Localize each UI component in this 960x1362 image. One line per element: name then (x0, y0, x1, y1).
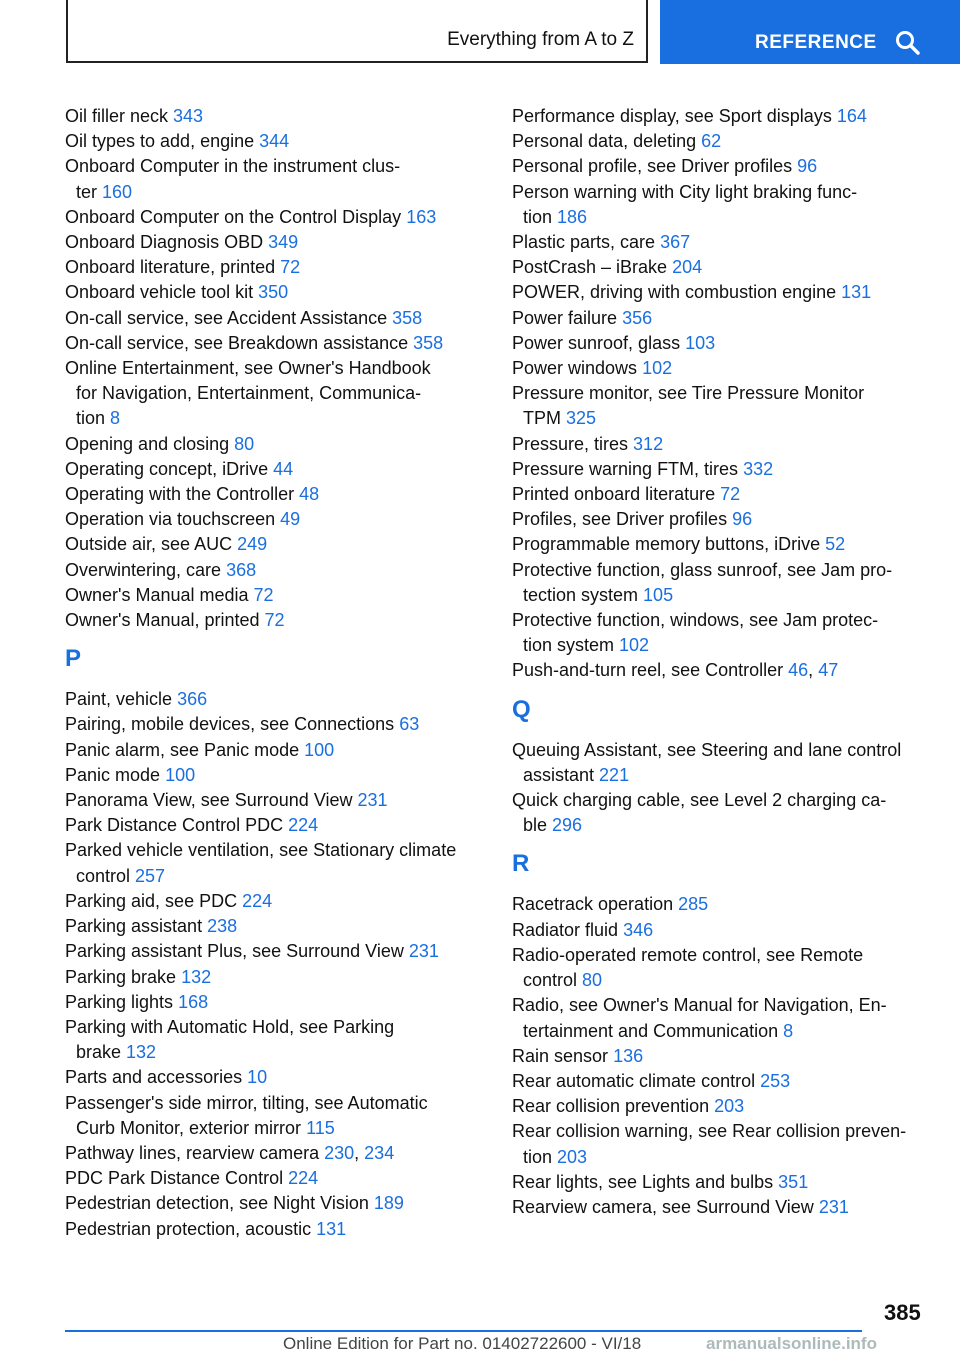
page-link[interactable]: 343 (173, 106, 204, 126)
page-link[interactable]: 132 (181, 966, 212, 987)
index-entry (512, 532, 942, 557)
page-link[interactable]: 72 (720, 484, 741, 505)
index-entry (65, 1191, 485, 1216)
page-link[interactable]: 238 (207, 916, 238, 937)
index-entry (65, 230, 485, 255)
page-link[interactable]: 349 (268, 232, 299, 253)
index-entry (65, 788, 485, 813)
entry-text: Power sunroof, glass (512, 332, 686, 353)
index-entry (65, 280, 485, 305)
page-link[interactable]: 8 (783, 1020, 794, 1041)
entry-text: tion system (523, 635, 620, 656)
entry-text: Oil filler neck (65, 106, 174, 126)
page-link[interactable]: 48 (299, 484, 320, 505)
index-entry (512, 356, 942, 381)
entry-text: Plastic parts, care (512, 232, 661, 253)
entry-text: Onboard Diagnosis OBD (65, 232, 269, 253)
page-link[interactable]: 105 (643, 584, 674, 605)
entry-text: Panic alarm, see Panic mode (65, 739, 305, 760)
page-link[interactable]: 72 (280, 257, 301, 278)
page-link[interactable]: 350 (258, 282, 289, 303)
entry-text: control (76, 865, 136, 886)
index-entry (65, 1091, 485, 1141)
entry-text: PDC Park Distance Control (65, 1168, 289, 1189)
page-link[interactable]: 102 (619, 635, 650, 656)
index-entry (512, 457, 942, 482)
entry-text: Pressure warning FTM, tires (512, 458, 744, 479)
entry-text: Owner's Manual media (65, 584, 254, 605)
entry-text: tion (76, 408, 111, 429)
index-entry (65, 965, 485, 990)
entry-text: tion (523, 1146, 558, 1167)
page-link[interactable]: 249 (237, 534, 268, 555)
page-link[interactable]: 257 (135, 865, 166, 886)
index-entry (512, 331, 942, 356)
entry-text: Operating concept, iDrive (65, 458, 274, 479)
entry-text: Protective function, glass sunroof, see Jam pro- (512, 559, 893, 580)
entry-text: Park Distance Control PDC (65, 815, 289, 836)
page-link[interactable]: 80 (582, 970, 603, 991)
index-entry (65, 457, 485, 482)
page-link[interactable]: 367 (660, 232, 691, 253)
index-entry (512, 1044, 942, 1069)
index-entry (65, 1015, 485, 1065)
index-entry (512, 788, 942, 838)
entry-text: assistant (523, 764, 600, 785)
entry-text: Power failure (512, 307, 623, 328)
page-link[interactable]: 10 (247, 1067, 268, 1088)
entry-text: Personal profile, see Driver profiles (512, 156, 798, 177)
index-entry (65, 838, 485, 888)
entry-text: Outside air, see AUC (65, 534, 238, 555)
index-entry (512, 180, 942, 230)
entry-text: Pathway lines, rearview camera (65, 1142, 325, 1163)
index-entry (65, 129, 485, 154)
index-entry (65, 1166, 485, 1191)
page-link[interactable]: 96 (732, 509, 753, 530)
entry-text: Pressure, tires (512, 433, 634, 454)
entry-text: On-call service, see Breakdown assistance (65, 332, 414, 353)
entry-text: Parked vehicle ventilation, see Stationary climate (65, 840, 457, 861)
index-entry (512, 104, 942, 129)
entry-text: control (523, 970, 583, 991)
page-link[interactable]: 224 (242, 890, 273, 911)
entry-text: Panorama View, see Surround View (65, 790, 358, 811)
footer-divider (65, 1330, 862, 1332)
page-link[interactable]: 168 (178, 991, 209, 1012)
entry-text: Parking with Automatic Hold, see Parking (65, 1016, 395, 1037)
index-entry (65, 583, 485, 608)
page-link[interactable]: 221 (599, 764, 630, 785)
page-link[interactable]: 358 (413, 332, 444, 353)
entry-text: On-call service, see Accident Assistance (65, 307, 393, 328)
page-link[interactable]: 224 (288, 1168, 319, 1189)
page-link[interactable]: 100 (304, 739, 335, 760)
page-link[interactable]: 102 (642, 358, 673, 379)
entry-text: Parking assistant (65, 916, 208, 937)
entry-text: Online Entertainment, see Owner's Handbook (65, 358, 431, 379)
index-entry (512, 608, 942, 658)
entry-text: Passenger's side mirror, tilting, see Automatic (65, 1092, 428, 1113)
index-entry (65, 432, 485, 457)
entry-text: for Navigation, Entertainment, Communica- (76, 383, 422, 404)
page-link[interactable]: 231 (408, 941, 439, 962)
index-entry (512, 507, 942, 532)
entry-text: Rear lights, see Lights and bulbs (512, 1171, 779, 1192)
page-link[interactable]: 346 (623, 919, 654, 940)
index-entry (65, 738, 485, 763)
entry-text: Radiator fluid (512, 919, 624, 940)
section-letter: P (65, 645, 82, 673)
page-link[interactable]: 132 (126, 1042, 157, 1063)
entry-text: POWER, driving with combustion engine (512, 282, 842, 303)
index-entry (512, 1119, 942, 1169)
entry-text: PostCrash – iBrake (512, 257, 673, 278)
page-link[interactable]: 136 (613, 1045, 644, 1066)
index-entry (65, 306, 485, 331)
index-entry (512, 558, 942, 608)
page-link[interactable]: 160 (102, 181, 133, 202)
page-link[interactable]: 344 (259, 131, 290, 152)
entry-text: Onboard Computer on the Control Display (65, 206, 407, 227)
entry-text: Paint, vehicle (65, 689, 178, 710)
page-link[interactable]: 332 (743, 458, 774, 479)
index-entry (65, 914, 485, 939)
index-entry (512, 993, 942, 1043)
entry-text: Parking brake (65, 966, 182, 987)
page-link[interactable]: 186 (557, 206, 588, 227)
entry-text: Person warning with City light braking func- (512, 181, 858, 202)
index-entry (65, 1065, 485, 1090)
entry-text: Panic mode (65, 764, 166, 785)
entry-text: Opening and closing (65, 433, 235, 454)
index-entry (65, 687, 485, 712)
page-link[interactable]: 204 (672, 257, 703, 278)
entry-text: Radio-operated remote control, see Remote (512, 944, 864, 965)
index-entry (512, 1094, 942, 1119)
index-entry (65, 889, 485, 914)
index-entry (512, 154, 942, 179)
section-letter: R (512, 850, 530, 878)
page-link[interactable]: 47 (818, 660, 839, 681)
index-entry (512, 1195, 942, 1220)
search-icon[interactable] (895, 30, 921, 56)
index-entry (65, 331, 485, 356)
index-entry (65, 205, 485, 230)
page-link[interactable]: 203 (714, 1096, 745, 1117)
entry-text: TPM (523, 408, 566, 429)
index-entry (512, 129, 942, 154)
page-link[interactable]: 163 (406, 206, 437, 227)
index-entry (65, 558, 485, 583)
entry-text: Rear automatic climate control (512, 1070, 761, 1091)
entry-text: Rear collision warning, see Rear collision preven- (512, 1121, 907, 1142)
index-entry (65, 154, 485, 204)
page-link[interactable]: 62 (701, 131, 722, 152)
index-entry (65, 104, 485, 129)
page-link[interactable]: 131 (316, 1218, 347, 1239)
page-link[interactable]: 103 (685, 332, 716, 353)
page-link[interactable]: 325 (566, 408, 597, 429)
section-title: Everything from A to Z (447, 29, 634, 50)
index-entry (512, 230, 942, 255)
entry-text: Programmable memory buttons, iDrive (512, 534, 826, 555)
entry-text: Parking assistant Plus, see Surround View (65, 941, 409, 962)
entry-text: Pedestrian detection, see Night Vision (65, 1193, 374, 1214)
page-link[interactable]: 234 (364, 1142, 395, 1163)
index-column-left (65, 104, 485, 1242)
header-section-box (66, 0, 648, 63)
index-entry (512, 1170, 942, 1195)
entry-text: Owner's Manual, printed (65, 610, 265, 631)
index-entry (512, 738, 942, 788)
page-link[interactable]: 80 (234, 433, 255, 454)
page-link[interactable]: 189 (373, 1193, 404, 1214)
entry-text: Rearview camera, see Surround View (512, 1196, 819, 1217)
page-number: 385 (884, 1300, 921, 1325)
entry-text: Onboard vehicle tool kit (65, 282, 259, 303)
index-entry (65, 990, 485, 1015)
watermark-text: armanualsonline.info (706, 1334, 877, 1353)
entry-text: Operation via touchscreen (65, 509, 281, 530)
entry-text: Push-and-turn reel, see Controller (512, 660, 789, 681)
page-link[interactable]: 296 (552, 815, 583, 836)
page-link[interactable]: 351 (778, 1171, 809, 1192)
page-link[interactable]: 231 (357, 790, 388, 811)
page-link[interactable]: 115 (306, 1117, 335, 1138)
entry-text: Parking lights (65, 991, 179, 1012)
page-link[interactable]: 131 (841, 282, 872, 303)
index-entry (512, 1069, 942, 1094)
page-link[interactable]: 49 (280, 509, 301, 530)
entry-text: ter (76, 181, 103, 202)
index-entry (512, 892, 942, 917)
index-entry (65, 608, 485, 633)
page-link[interactable]: 203 (557, 1146, 588, 1167)
index-entry (512, 943, 942, 993)
entry-text: Pressure monitor, see Tire Pressure Monitor (512, 383, 865, 404)
entry-text: Rear collision prevention (512, 1096, 715, 1117)
index-entry (65, 482, 485, 507)
index-entry (65, 255, 485, 280)
page-link[interactable]: 312 (633, 433, 664, 454)
page-link[interactable]: 231 (818, 1196, 849, 1217)
entry-text: Overwintering, care (65, 559, 227, 580)
index-entry (512, 482, 942, 507)
entry-text: Printed onboard literature (512, 484, 721, 505)
page-link[interactable]: 72 (264, 610, 285, 631)
page-link[interactable]: 368 (226, 559, 257, 580)
page-link[interactable]: 356 (622, 307, 653, 328)
page-link[interactable]: 285 (678, 894, 709, 915)
index-entry (65, 532, 485, 557)
index-entry (512, 306, 942, 331)
edition-text: Online Edition for Part no. 01402722600 - VI/18 (283, 1334, 642, 1353)
entry-text: brake (76, 1042, 127, 1063)
entry-text: Parking aid, see PDC (65, 890, 243, 911)
entry-text: Queuing Assistant, see Steering and lane control (512, 739, 902, 760)
entry-text: Rain sensor (512, 1045, 614, 1066)
entry-text: tection system (523, 584, 644, 605)
page-link[interactable]: 63 (399, 714, 420, 735)
page-link[interactable]: 72 (253, 584, 274, 605)
page-link[interactable]: 358 (392, 307, 423, 328)
reference-label: REFERENCE (755, 32, 877, 53)
entry-text: Parts and accessories (65, 1067, 248, 1088)
entry-text: Performance display, see Sport displays (512, 106, 837, 126)
entry-text: Personal data, deleting (512, 131, 702, 152)
entry-text: Protective function, windows, see Jam protec- (512, 610, 879, 631)
index-entry (65, 712, 485, 737)
page-link[interactable]: 44 (273, 458, 294, 479)
entry-text: Operating with the Controller (65, 484, 300, 505)
entry-text: Quick charging cable, see Level 2 charging ca- (512, 790, 887, 811)
section-letter: Q (512, 695, 531, 723)
page-link[interactable]: 164 (836, 106, 867, 126)
page-link[interactable]: 8 (110, 408, 121, 429)
entry-text: Curb Monitor, exterior mirror (76, 1117, 307, 1138)
page-link[interactable]: 100 (165, 764, 196, 785)
page-link[interactable]: 96 (797, 156, 818, 177)
entry-text: Pairing, mobile devices, see Connections (65, 714, 400, 735)
index-entry (65, 813, 485, 838)
entry-text: Power windows (512, 358, 643, 379)
entry-text: Onboard Computer in the instrument clus- (65, 156, 401, 177)
index-entry (512, 255, 942, 280)
entry-text: Oil types to add, engine (65, 131, 260, 152)
page-link[interactable]: 230 (324, 1142, 355, 1163)
index-entry: Pathway lines, rearview camera 230, 234 (65, 1142, 395, 1163)
index-entry (65, 507, 485, 532)
page-link[interactable]: 224 (288, 815, 319, 836)
index-entry (65, 939, 485, 964)
entry-text: tion (523, 206, 558, 227)
page-link[interactable]: 52 (825, 534, 846, 555)
index-column-right (512, 104, 942, 1220)
entry-text: Onboard literature, printed (65, 257, 281, 278)
entry-text: Pedestrian protection, acoustic (65, 1218, 317, 1239)
index-entry (65, 356, 485, 432)
index-entry (65, 1217, 485, 1242)
entry-text: Profiles, see Driver profiles (512, 509, 733, 530)
index-entry (65, 763, 485, 788)
entry-text: tertainment and Communication (523, 1020, 784, 1041)
page-link[interactable]: 46 (788, 660, 809, 681)
index-entry (512, 280, 942, 305)
index-entry (512, 432, 942, 457)
page-link[interactable]: 366 (177, 689, 208, 710)
entry-text: ble (523, 815, 553, 836)
entry-text: Radio, see Owner's Manual for Navigation, En- (512, 995, 887, 1016)
page-link[interactable]: 253 (760, 1070, 791, 1091)
index-entry: Push-and-turn reel, see Controller 46, 47 (512, 660, 839, 681)
entry-text: Racetrack operation (512, 894, 679, 915)
index-entry (512, 381, 942, 431)
index-entry (512, 918, 942, 943)
